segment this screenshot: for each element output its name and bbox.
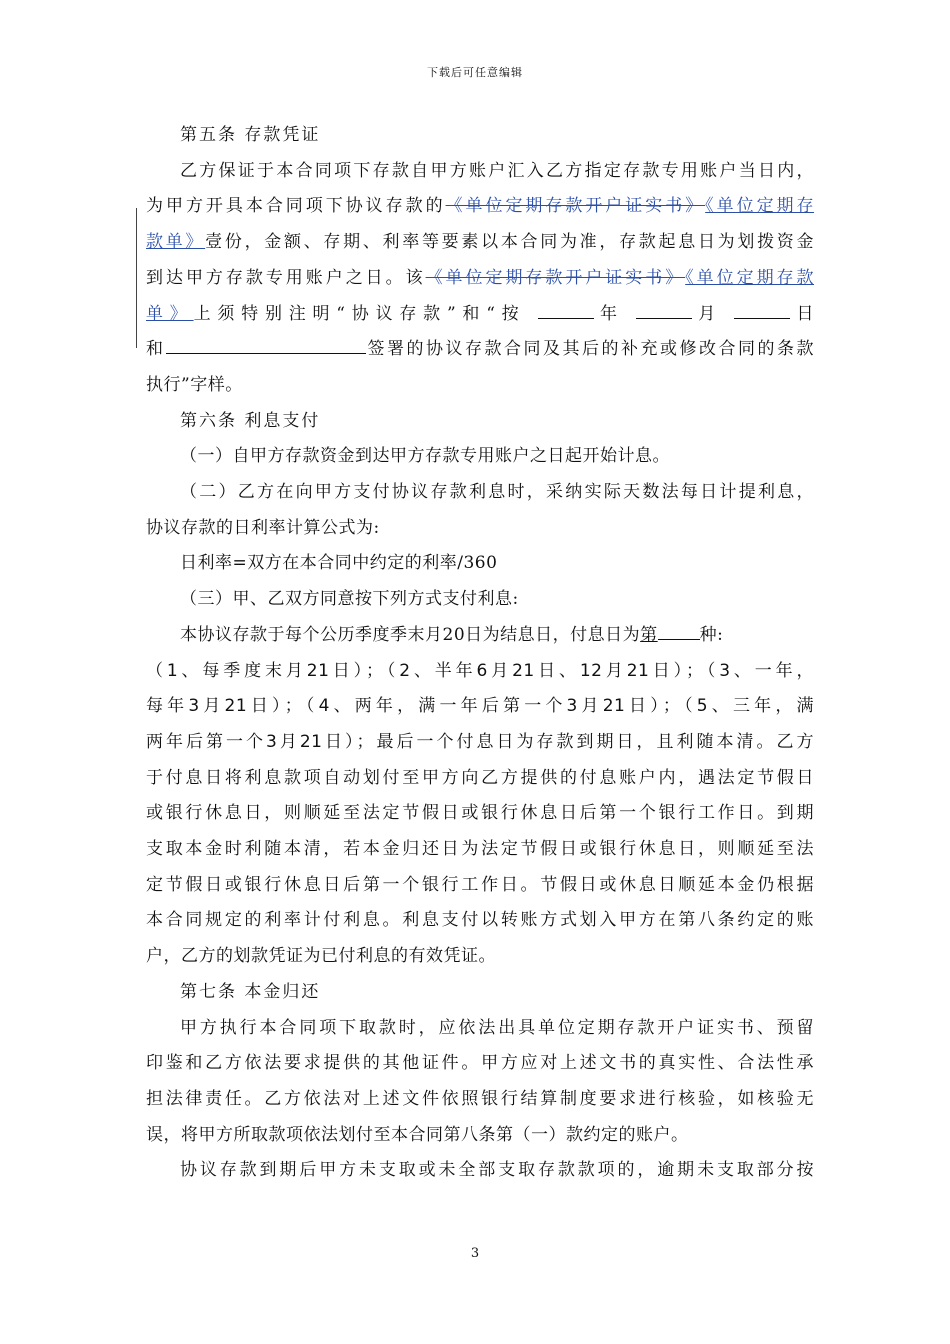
text-line: 到达甲方存款专用账户之日。该《单位定期存款开户证实书》《单位定期存款 [146, 267, 815, 288]
article-5-paragraph [146, 154, 814, 404]
text-line: 和 签署的协议存款合同及其后的补充或修改合同的条款 [146, 339, 814, 360]
text-line: 协议存款的日利率计算公式为: [146, 517, 380, 538]
article-5-title: 第五条 存款凭证 [180, 125, 321, 145]
text-line: 为甲方开具本合同项下协议存款的《单位定期存款开户证实书》《单位定期存 [146, 196, 815, 217]
text-line: 协议存款到期后甲方未支取或未全部支取存款款项的，逾期未支取部分按 [180, 1160, 814, 1181]
text-line: 误，将甲方所取款项依法划付至本合同第八条第（一）款约定的账户。 [146, 1124, 689, 1145]
text-line: 执行”字样。 [146, 374, 243, 395]
text-line: 本协议存款于每个公历季度季末月20日为结息日，付息日为第 种: [180, 624, 724, 645]
article-6-item-1: （一）自甲方存款资金到达甲方存款专用账户之日起开始计息。 [180, 446, 670, 467]
blank-party [166, 352, 366, 354]
deleted-text: 《单位定期存款开户证实书》 [445, 196, 706, 217]
blank-day [734, 317, 790, 319]
document-body [146, 118, 814, 1189]
text-line: 支取本金时利随本清，若本金归还日为法定节假日或银行休息日，则顺延至法 [146, 839, 814, 860]
text-line: 乙方保证于本合同项下存款自甲方账户汇入乙方指定存款专用账户当日内， [180, 160, 814, 181]
payment-options-line: （1、每季度末月21日）；（2、半年6月21日、12月21日）；（3、一年， [146, 660, 814, 681]
page-number: 3 [470, 1246, 480, 1261]
inserted-text: 《单位定期存款 [685, 267, 815, 288]
text-line: 于付息日将利息款项自动划付至甲方向乙方提供的付息账户内，遇法定节假日 [146, 767, 814, 788]
blank-kind [658, 638, 700, 640]
underlined-text: 第 [640, 624, 658, 645]
text-line: 印鉴和乙方依法要求提供的其他证件。甲方应对上述文书的真实性、合法性承 [146, 1053, 814, 1074]
deleted-text: 《单位定期存款开户证实书》 [425, 267, 686, 288]
payment-options-line: 两年后第一个3月21日）；最后一个付息日为存款到期日，且利随本清。乙方 [146, 731, 814, 752]
text-line: 甲方执行本合同项下取款时，应依法出具单位定期存款开户证实书、预留 [180, 1017, 814, 1038]
article-6-item-2: （二）乙方在向甲方支付协议存款利息时，采纳实际天数法每日计提利息， [180, 482, 814, 503]
text-line: 担法律责任。乙方依法对上述文件依照银行结算制度要求进行核验，如核验无 [146, 1088, 814, 1109]
article-6-item-3: （三）甲、乙双方同意按下列方式支付利息: [180, 589, 519, 610]
blank-month [636, 317, 692, 319]
blank-year [538, 317, 594, 319]
interest-formula: 日利率=双方在本合同中约定的利率/360 [180, 553, 498, 574]
text-line: 定节假日或银行休息日后第一个银行工作日。节假日或休息日顺延本金仍根据 [146, 874, 814, 895]
article-7-title: 第七条 本金归还 [180, 981, 321, 1002]
payment-options-line: 每年3月21日）；（4、两年，满一年后第一个3月21日）；（5、三年，满 [146, 696, 814, 717]
text-line: 或银行休息日，则顺延至法定节假日或银行休息日后第一个银行工作日。到期 [146, 803, 814, 824]
inserted-text: 款单》 [146, 232, 206, 253]
text-line: 单》上须特别注明“协议存款”和“按 年 月 日 [146, 303, 815, 324]
text-line: 款单》壹份，金额、存期、利率等要素以本合同为准，存款起息日为划拨资金 [146, 232, 815, 253]
inserted-text: 单》 [146, 303, 194, 324]
page-header: 下载后可任意编辑 [427, 66, 523, 79]
inserted-text: 《单位定期存 [705, 196, 815, 217]
text-line: 本合同规定的利率计付利息。利息支付以转账方式划入甲方在第八条约定的账 [146, 910, 814, 931]
article-6-title: 第六条 利息支付 [180, 410, 321, 431]
revision-change-bar [136, 208, 137, 348]
text-line: 户，乙方的划款凭证为已付利息的有效凭证。 [146, 946, 496, 967]
